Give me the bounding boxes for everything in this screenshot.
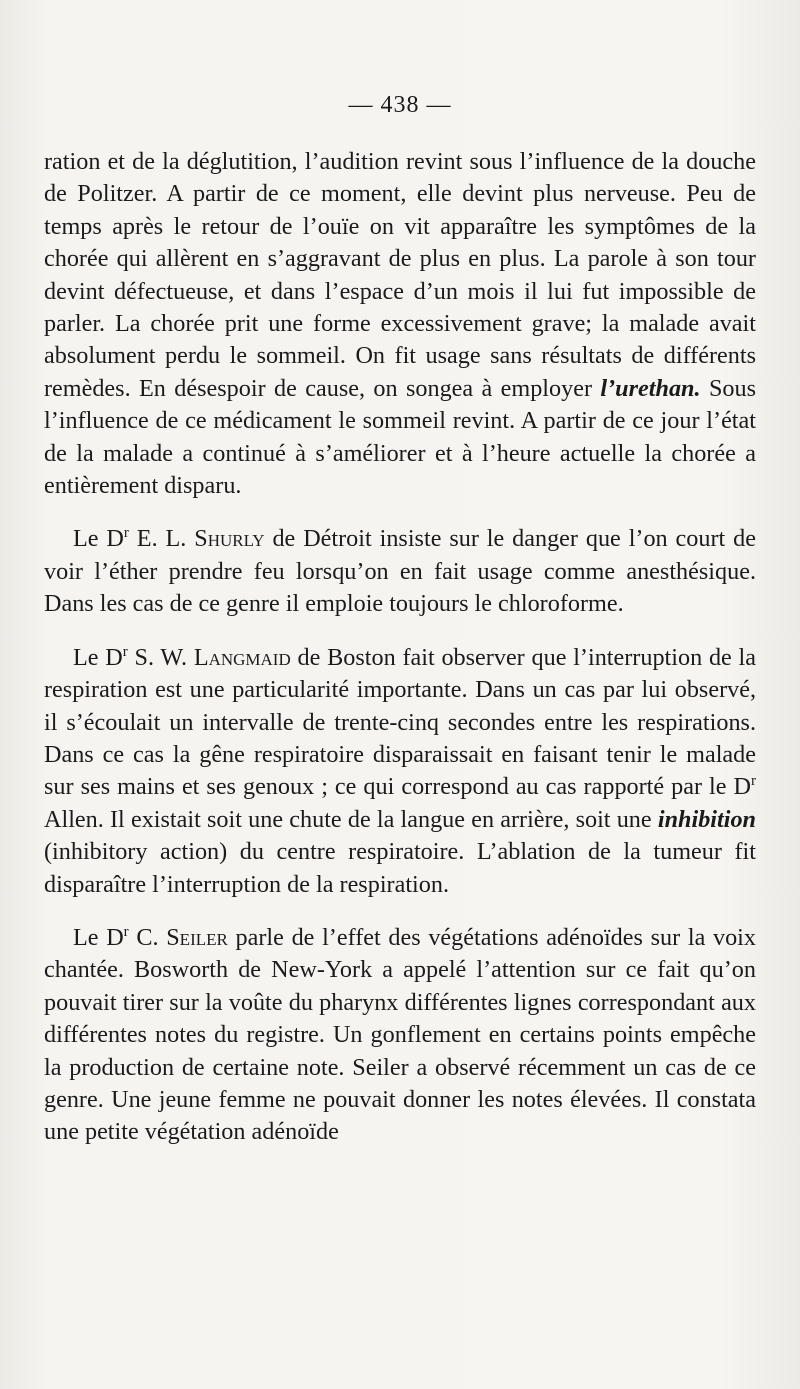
paragraph-4-initials: C. xyxy=(128,923,167,951)
paragraph-3-italic: inhibition xyxy=(657,805,756,833)
paragraph-2-sup: r xyxy=(123,525,129,542)
paragraph-3-sup-2: r xyxy=(751,773,756,790)
paragraph-2 xyxy=(44,523,756,620)
paragraph-3-sup: r xyxy=(122,643,128,660)
paragraph-4-sup: r xyxy=(123,923,129,940)
paragraph-2-author-name: Shurly xyxy=(194,525,265,553)
paragraph-3-prefix: Le D xyxy=(73,643,123,671)
paragraph-1-text-a: ration et de la déglutition, l’audition revint sous l’influence de la douche de Politzer. A partir de ce moment, elle devint plus nerveuse. Peu de temps après le retour de l’ouïe on vit apparaître les symptômes de la chorée qui allèrent en s’aggravant de plus en plus. La parole à son tour devint défectueuse, et dans l’espace d’un mois il lui fut impossible de parler. La chorée prit une forme excessivement grave; la malade avait absolument perdu le sommeil. On fit usage sans résultats de différents remèdes. En désespoir de cause, on songea à employer xyxy=(44,148,756,402)
paragraph-3-text-b: Allen. Il existait soit une chute de la langue en arrière, soit une xyxy=(44,805,658,833)
page-number: — 438 — xyxy=(348,92,452,118)
paragraph-4-prefix: Le D xyxy=(73,923,124,951)
paragraph-4-text: parle de l’effet des végétations adénoïdes sur la voix chantée. Bosworth de New-York a appelé l’attention sur ce fait qu’on pouvait tirer sur la voûte du pharynx différentes lignes correspondant aux différentes notes du registre. Un gonflement en certains points empêche la production de certaine note. Seiler a observé récemment un cas de ce genre. Une jeune femme ne pouvait donner les notes élevées. Il constata une petite végétation adénoïde xyxy=(44,923,756,1146)
paragraph-2-initials: E. L. xyxy=(128,525,195,553)
paragraph-3-text-a: de Boston fait observer que l’interruption de la respiration est une particularité importante. Dans un cas par lui observé, il s’écoulait un intervalle de trente-cinq secondes entre les respirations. Dans ce cas la gêne respiratoire disparaissait en faisant tenir le malade sur ses mains et ses genoux ; ce qui correspond au cas rapporté par le D xyxy=(44,643,757,801)
paragraph-4 xyxy=(44,922,756,1149)
body-text xyxy=(44,146,756,1149)
paragraph-3-author-name: Langmaid xyxy=(193,643,291,671)
paragraph-2-prefix: Le D xyxy=(73,525,124,553)
paragraph-3 xyxy=(44,642,756,901)
paragraph-3-initials: S. W. xyxy=(127,643,194,671)
paragraph-1-italic: l’urethan. xyxy=(600,374,701,402)
paragraph-1 xyxy=(44,146,756,502)
paragraph-4-author-name: Seiler xyxy=(166,923,228,951)
paragraph-1-text-b: Sous l’influence de ce médicament le sommeil revint. A partir de ce jour l’état de la malade a continué à s’améliorer et à l’heure actuelle la chorée a entièrement disparu. xyxy=(44,374,756,500)
paragraph-3-text-c: (inhibitory action) du centre respiratoire. L’ablation de la tumeur fit disparaître l’interruption de la respiration. xyxy=(44,838,756,898)
paragraph-2-text: de Détroit insiste sur le danger que l’on court de voir l’éther prendre feu lorsqu’on en fait usage comme anesthésique. Dans les cas de ce genre il emploie toujours le chloroforme. xyxy=(44,525,756,618)
